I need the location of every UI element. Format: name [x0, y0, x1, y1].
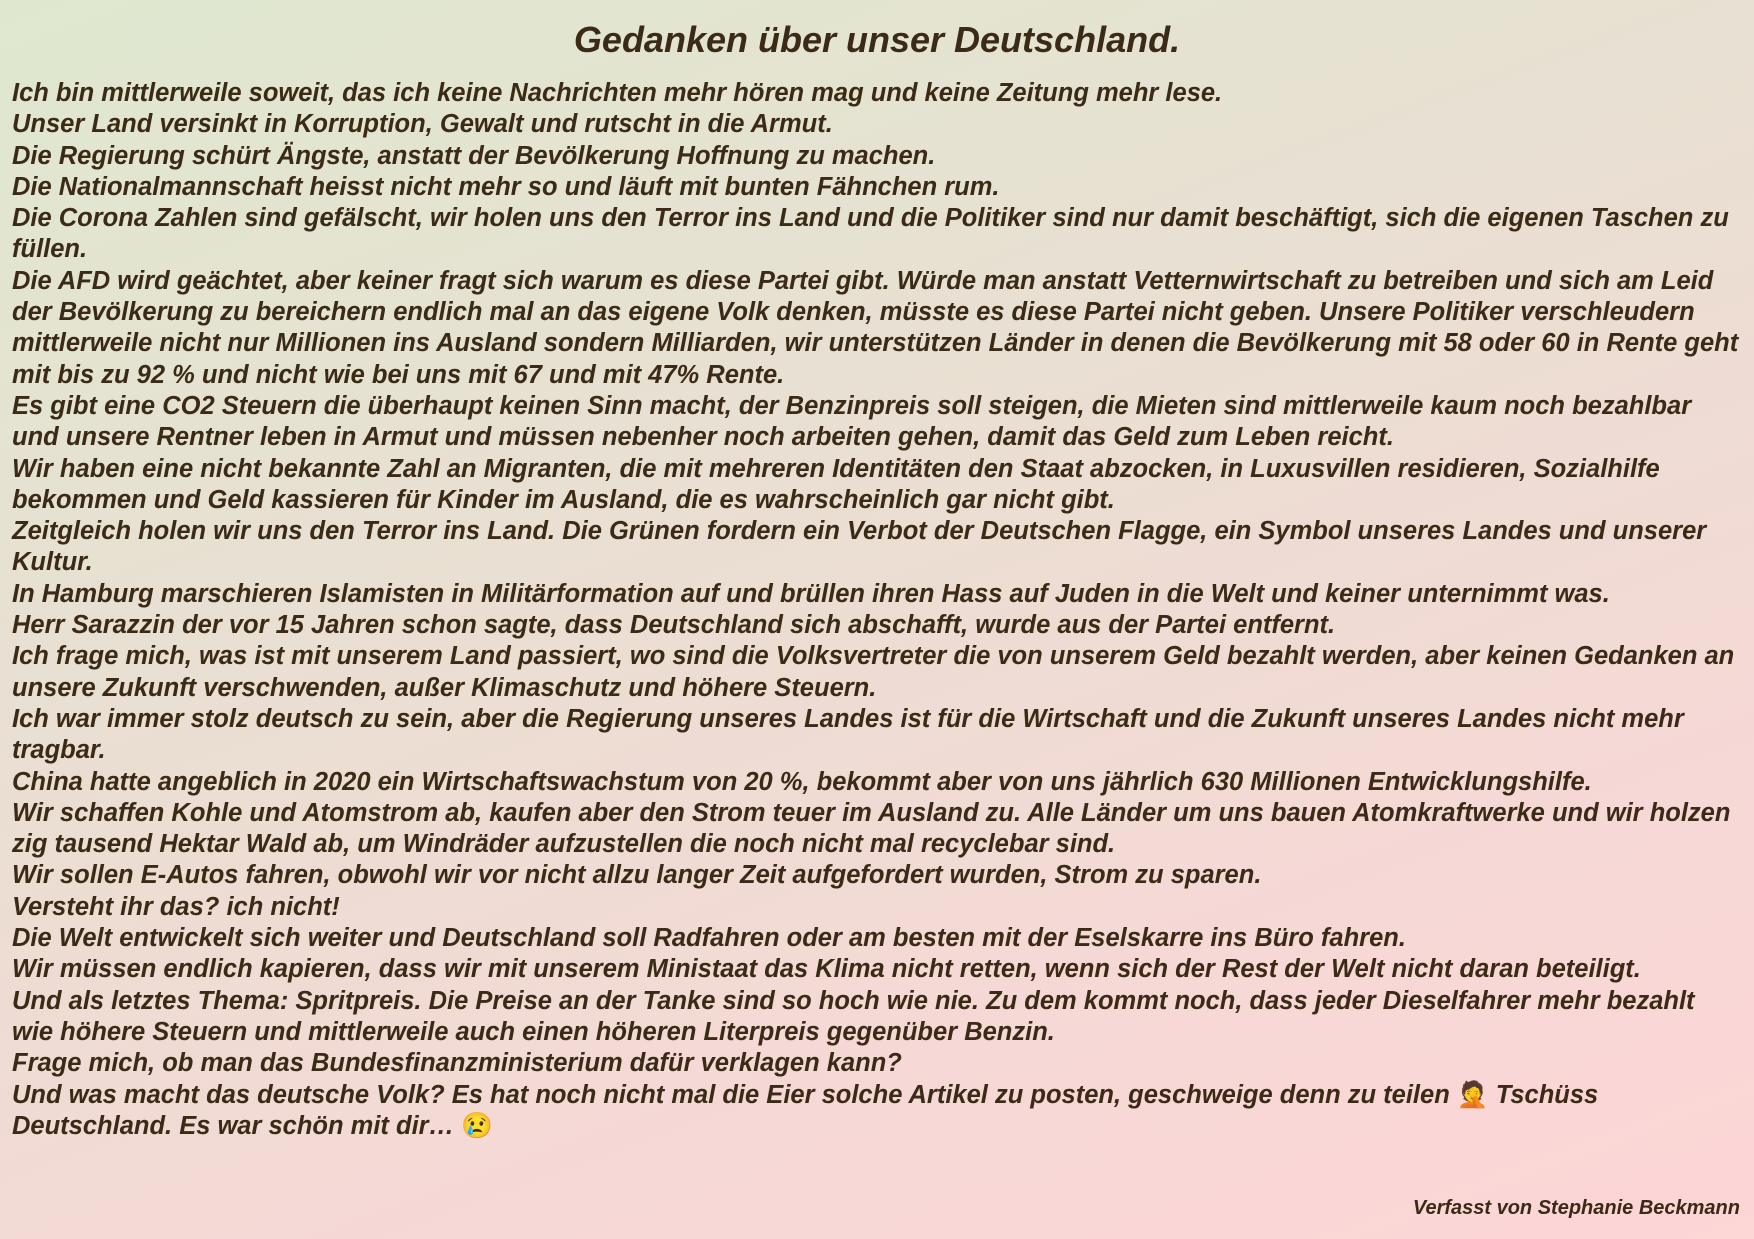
closing-paragraph	[12, 1080, 1742, 1143]
paragraph: Frage mich, ob man das Bundesfinanzministerium dafür verklagen kann?	[12, 1049, 902, 1078]
paragraph: China hatte angeblich in 2020 ein Wirtschaftswachstum von 20 %, bekommt aber von uns jährlich 630 Millionen Entwicklungshilfe.	[12, 767, 1592, 796]
paragraph: Herr Sarazzin der vor 15 Jahren schon sagte, dass Deutschland sich abschafft, wurde aus der Partei entfernt.	[12, 611, 1336, 640]
paragraph: Es gibt eine CO2 Steuern die überhaupt keinen Sinn macht, der Benzinpreis soll steigen, die Mieten sind mittlerweile kaum noch bezahlbar und unsere Rentner leben in Armut und müssen nebenher noch arbeiten gehen, damit das Geld zum Leben reicht.	[12, 391, 1692, 452]
paragraph: Die Nationalmannschaft heisst nicht mehr so und läuft mit bunten Fähnchen rum.	[12, 172, 1000, 201]
crying-face-emoji-icon: 😢	[461, 1111, 493, 1140]
facepalm-emoji-icon: 🤦	[1456, 1080, 1489, 1109]
paragraph: Ich frage mich, was ist mit unserem Land passiert, wo sind die Volksvertreter die von unserem Geld bezahlt werden, aber keinen Gedanken an unsere Zukunft verschwenden, außer Klimaschutz und höhere Steuern.	[12, 642, 1735, 702]
paragraph: Wir müssen endlich kapieren, dass wir mit unserem Ministaat das Klima nicht retten, wenn sich der Rest der Welt nicht daran beteiligt.	[12, 955, 1641, 984]
paragraph: Und als letztes Thema: Spritpreis. Die Preise an der Tanke sind so hoch wie nie. Zu dem kommt noch, dass jeder Dieselfahrer mehr bezahlt wie höhere Steuern und mittlerweile auch einen höheren Literpreis gegenüber Benzin.	[12, 986, 1695, 1046]
paragraph: Wir sollen E-Autos fahren, obwohl wir vor nicht allzu langer Zeit aufgefordert wurden, Strom zu sparen.	[12, 861, 1262, 890]
closing-text-part1: Und was macht das deutsche Volk? Es hat noch nicht mal die Eier solche Artikel zu posten, geschweige denn zu teilen	[12, 1080, 1457, 1109]
closing-text-part2: Tschüss Deutschland. Es war schön mit dir…	[12, 1080, 1599, 1140]
paragraph: Versteht ihr das? ich nicht!	[12, 892, 340, 921]
paragraph: Die Welt entwickelt sich weiter und Deutschland soll Radfahren oder am besten mit der Eselskarre ins Büro fahren.	[12, 924, 1406, 953]
paragraph: Wir haben eine nicht bekannte Zahl an Migranten, die mit mehreren Identitäten den Staat abzocken, in Luxusvillen residieren, Sozialhilfe bekommen und Geld kassieren für Kinder im Ausland, die es wahrscheinlich gar nicht gibt.	[12, 454, 1660, 514]
paragraph: Ich war immer stolz deutsch zu sein, aber die Regierung unseres Landes ist für die Wirtschaft und die Zukunft unseres Landes nicht mehr tragbar.	[12, 704, 1684, 765]
paragraph: Wir schaffen Kohle und Atomstrom ab, kaufen aber den Strom teuer im Ausland zu. Alle Länder um uns bauen Atomkraftwerke und wir holzen zig tausend Hektar Wald ab, um Windräder aufzustellen die noch nicht mal recyclebar sind.	[12, 798, 1731, 859]
paragraph: Die Regierung schürt Ängste, anstatt der Bevölkerung Hoffnung zu machen.	[12, 141, 936, 170]
paragraph: Unser Land versinkt in Korruption, Gewalt und rutscht in die Armut.	[12, 110, 833, 139]
paragraph: In Hamburg marschieren Islamisten in Militärformation auf und brüllen ihren Hass auf Juden in die Welt und keiner unternimmt was.	[12, 579, 1610, 608]
paragraph: Die AFD wird geächtet, aber keiner fragt sich warum es diese Partei gibt. Würde man anstatt Vetternwirtschaft zu betreiben und sich am Leid der Bevölkerung zu bereichern endlich mal an das eigene Volk denken, müsste es diese Partei nicht geben. Unsere Politiker verschleudern mittlerweile nicht nur Millionen ins Ausland sondern Milliarden, wir unterstützen Länder in denen die Bevölkerung mit 58 oder 60 in Rente geht mit bis zu 92 % und nicht wie bei uns mit 67 und mit 47% Rente.	[12, 266, 1739, 389]
paragraph: Die Corona Zahlen sind gefälscht, wir holen uns den Terror ins Land und die Politiker sind nur damit beschäftigt, sich die eigenen Taschen zu füllen.	[12, 204, 1729, 264]
article-body	[12, 78, 1742, 1142]
author-credit: Verfasst von Stephanie Beckmann	[1412, 1197, 1740, 1219]
paragraph: Ich bin mittlerweile soweit, das ich keine Nachrichten mehr hören mag und keine Zeitung mehr lese.	[12, 79, 1223, 107]
page-title: Gedanken über unser Deutschland.	[573, 19, 1181, 60]
paragraph: Zeitgleich holen wir uns den Terror ins Land. Die Grünen fordern ein Verbot der Deutschen Flagge, ein Symbol unseres Landes und unserer Kultur.	[12, 517, 1707, 577]
